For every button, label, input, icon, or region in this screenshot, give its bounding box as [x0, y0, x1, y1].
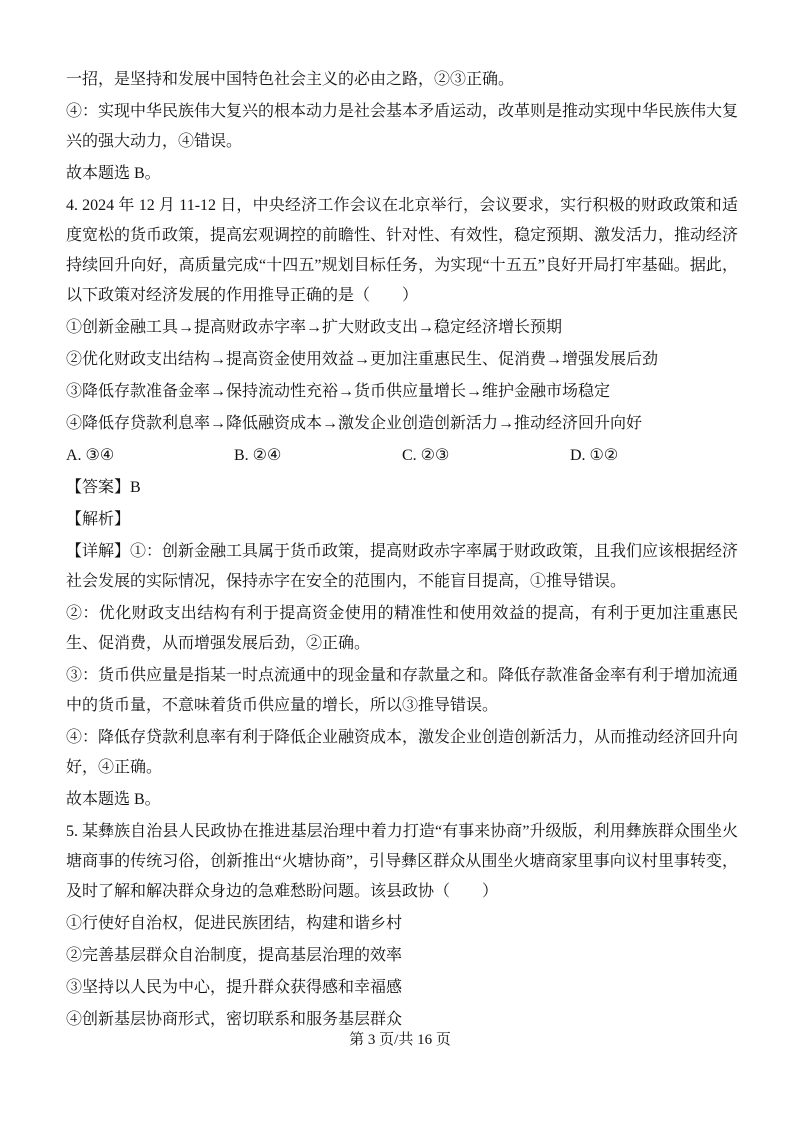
paragraph: 【详解】①：创新金融工具属于货币政策，提高财政赤字率属于财政政策，且我们应该根据经济社会发展的实际情况，保持赤字在安全的范围内，不能盲目提高，①推导错误。: [66, 543, 739, 590]
paragraph: 故本题选 B。: [66, 791, 161, 808]
paragraph: ④：实现中华民族伟大复兴的根本动力是社会基本矛盾运动，改革则是推动实现中华民族伟大复兴的强大动力，④错误。: [66, 103, 739, 150]
paragraph: ③降低存款准备金率→保持流动性充裕→货币供应量增长→维护金融市场稳定: [66, 383, 611, 400]
paragraph: 故本题选 B。: [66, 165, 161, 182]
option-label: A. ③④: [66, 447, 115, 464]
answer-options-row: [66, 441, 738, 471]
document-body: [66, 65, 738, 1035]
paragraph: ①行使好自治权，促进民族团结，构建和谐乡村: [66, 915, 403, 932]
paragraph: ②：优化财政支出结构有利于提高资金使用的精准性和使用效益的提高，有利于更加注重惠民生、促消费，从而增强发展后劲，②正确。: [66, 605, 738, 652]
page-number-footer: 第 3 页/共 16 页: [349, 1032, 451, 1048]
option-label: C. ②③: [402, 447, 450, 464]
paragraph: ④：降低存贷款利息率有利于降低企业融资成本，激发企业创造创新活力，从而推动经济回升向好，④正确。: [66, 729, 739, 776]
paragraph: ③：货币供应量是指某一时点流通中的现金量和存款量之和。降低存款准备金率有利于增加流通中的货币量，不意味着货币供应量的增长，所以③推导错误。: [66, 667, 739, 714]
paragraph: 【解析】: [66, 511, 131, 528]
option-label: B. ②④: [234, 447, 282, 464]
paragraph: 4. 2024 年 12 月 11-12 日，中央经济工作会议在北京举行，会议要求，实行积极的财政政策和适度宽松的货币政策，提高宏观调控的前瞻性、针对性、有效性，稳定预期、激发活力，推动经济持续回升向好，高质量完成“十四五”规划目标任务，为实现“十五五”良好开局打牢基础。据此，以下政策对经济发展的作用推导正确的是（ ）: [66, 197, 739, 304]
paragraph: ④降低存贷款利息率→降低融资成本→激发企业创造创新活力→推动经济回升向好: [66, 415, 643, 432]
paragraph: ③坚持以人民为中心，提升群众获得感和幸福感: [66, 979, 403, 996]
paragraph: ①创新金融工具→提高财政赤字率→扩大财政支出→稳定经济增长预期: [66, 319, 563, 336]
option-label: D. ①②: [570, 447, 619, 464]
paragraph: ②完善基层群众自治制度，提高基层治理的效率: [66, 947, 403, 964]
paragraph: 5. 某彝族自治县人民政协在推进基层治理中着力打造“有事来协商”升级版，利用彝族群众围坐火塘商事的传统习俗，创新推出“火塘协商”，引导彝区群众从围坐火塘商家里事向议村里事转变，及时了解和解决群众身边的急难愁盼问题。该县政协（ ）: [66, 823, 738, 900]
paragraph: 一招，是坚持和发展中国特色社会主义的必由之路，②③正确。: [66, 71, 515, 88]
paragraph: ④创新基层协商形式，密切联系和服务基层群众: [66, 1011, 403, 1028]
paragraph: ②优化财政支出结构→提高资金使用效益→更加注重惠民生、促消费→增强发展后劲: [66, 351, 659, 368]
paragraph: 【答案】B: [66, 479, 141, 496]
